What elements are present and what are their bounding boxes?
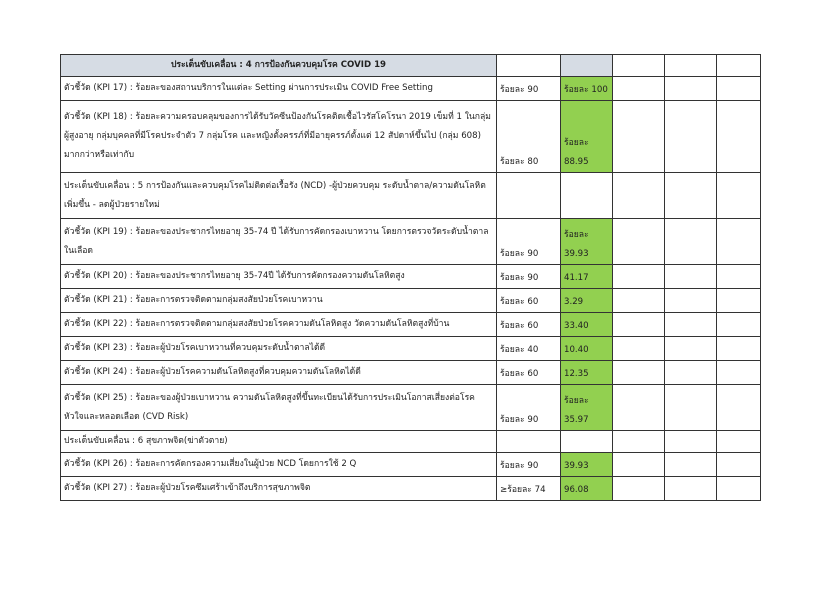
empty-cell: [717, 77, 761, 101]
kpi-target: ร้อยละ 90: [497, 219, 561, 265]
kpi-row: [61, 453, 761, 477]
empty-cell: [613, 77, 665, 101]
kpi-result-line: ร้อยละ: [564, 230, 589, 240]
empty-cell: [613, 101, 665, 173]
empty-cell: [665, 313, 717, 337]
kpi-row: [61, 77, 761, 101]
kpi-result: [561, 101, 613, 173]
empty-cell: [613, 453, 665, 477]
empty-cell: [717, 101, 761, 173]
kpi-description: ตัวชี้วัด (KPI 21) : ร้อยละการตรวจติดตามกลุ่มสงสัยป่วยโรคเบาหวาน: [61, 289, 497, 313]
kpi-description: ตัวชี้วัด (KPI 23) : ร้อยละผู้ป่วยโรคเบาหวานที่ควบคุมระดับน้ำตาลได้ดี: [61, 337, 497, 361]
empty-cell: [613, 477, 665, 501]
kpi-description: ตัวชี้วัด (KPI 25) : ร้อยละของผู้ป่วยเบาหวาน ความดันโลหิตสูงที่ขึ้นทะเบียนได้รับการประเมินโอกาสเสี่ยงต่อโรคหัวใจและหลอดเลือด (CVD Risk): [61, 385, 497, 431]
kpi-result: [561, 289, 613, 313]
empty-cell: [613, 431, 665, 453]
kpi-description: ตัวชี้วัด (KPI 20) : ร้อยละของประชากรไทยอายุ 35-74ปี ได้รับการคัดกรองความดันโลหิตสูง: [61, 265, 497, 289]
empty-cell: [613, 265, 665, 289]
empty-cell: [717, 265, 761, 289]
kpi-target: ร้อยละ 90: [497, 385, 561, 431]
kpi-target: ร้อยละ 90: [497, 453, 561, 477]
section-title: ประเด็นขับเคลื่อน : 4 การป้องกันควบคุมโรค COVID 19: [61, 55, 497, 77]
header-cell: [613, 55, 665, 77]
empty-cell: [665, 431, 717, 453]
empty-cell: [665, 477, 717, 501]
kpi-result-line: 88.95: [564, 157, 589, 167]
kpi-row: [61, 289, 761, 313]
empty-cell: [717, 431, 761, 453]
empty-cell: [717, 173, 761, 219]
kpi-target: ร้อยละ 90: [497, 77, 561, 101]
kpi-row: [61, 477, 761, 501]
kpi-result: [561, 431, 613, 453]
kpi-result-line: 3.29: [564, 297, 584, 307]
kpi-result: [561, 173, 613, 219]
header-cell: [665, 55, 717, 77]
kpi-target: ร้อยละ 60: [497, 313, 561, 337]
empty-cell: [665, 361, 717, 385]
kpi-description: ตัวชี้วัด (KPI 27) : ร้อยละผู้ป่วยโรคซึมเศร้าเข้าถึงบริการสุขภาพจิต: [61, 477, 497, 501]
kpi-result: [561, 477, 613, 501]
empty-cell: [665, 77, 717, 101]
kpi-table: [60, 54, 761, 501]
header-cell: [717, 55, 761, 77]
kpi-result-line: 10.40: [564, 345, 589, 355]
kpi-result-line: 39.93: [564, 461, 589, 471]
header-cell: [561, 55, 613, 77]
empty-cell: [613, 385, 665, 431]
empty-cell: [717, 219, 761, 265]
kpi-result-line: ร้อยละ: [564, 138, 589, 148]
kpi-target: ร้อยละ 60: [497, 289, 561, 313]
empty-cell: [613, 313, 665, 337]
empty-cell: [665, 265, 717, 289]
empty-cell: [613, 219, 665, 265]
kpi-result-line: 96.08: [564, 485, 589, 495]
kpi-result-line: ร้อยละ: [564, 396, 589, 406]
empty-cell: [665, 219, 717, 265]
kpi-result: [561, 77, 613, 101]
kpi-target: ร้อยละ 80: [497, 101, 561, 173]
kpi-result: [561, 265, 613, 289]
kpi-description: ตัวชี้วัด (KPI 24) : ร้อยละผู้ป่วยโรคความดันโลหิตสูงที่ควบคุมความดันโลหิตได้ดี: [61, 361, 497, 385]
section-row: [61, 173, 761, 219]
kpi-result-line: ร้อยละ 100: [564, 85, 608, 95]
empty-cell: [717, 313, 761, 337]
kpi-result: [561, 337, 613, 361]
section-heading: ประเด็นขับเคลื่อน : 6 สุขภาพจิต(ฆ่าตัวตาย): [61, 431, 497, 453]
kpi-target: [497, 431, 561, 453]
empty-cell: [665, 173, 717, 219]
kpi-row: [61, 219, 761, 265]
kpi-target: ร้อยละ 40: [497, 337, 561, 361]
empty-cell: [717, 361, 761, 385]
empty-cell: [665, 289, 717, 313]
empty-cell: [717, 337, 761, 361]
empty-cell: [613, 173, 665, 219]
empty-cell: [717, 477, 761, 501]
empty-cell: [665, 453, 717, 477]
empty-cell: [613, 289, 665, 313]
kpi-target: ร้อยละ 60: [497, 361, 561, 385]
empty-cell: [665, 337, 717, 361]
empty-cell: [665, 101, 717, 173]
kpi-description: ตัวชี้วัด (KPI 26) : ร้อยละการคัดกรองความเสี่ยงในผู้ป่วย NCD โดยการใช้ 2 Q: [61, 453, 497, 477]
kpi-description: ตัวชี้วัด (KPI 19) : ร้อยละของประชากรไทยอายุ 35-74 ปี ได้รับการคัดกรองเบาหวาน โดยการตรวจวัดระดับน้ำตาลในเลือด: [61, 219, 497, 265]
kpi-result-line: 35.97: [564, 415, 589, 425]
kpi-description: ตัวชี้วัด (KPI 17) : ร้อยละของสถานบริการในแต่ละ Setting ผ่านการประเมิน COVID Free Setting: [61, 77, 497, 101]
section-row: [61, 431, 761, 453]
kpi-row: [61, 385, 761, 431]
kpi-result-line: 41.17: [564, 273, 589, 283]
kpi-row: [61, 361, 761, 385]
section-heading: ประเด็นขับเคลื่อน : 5 การป้องกันและควบคุมโรคไม่ติดต่อเรื้อรัง (NCD) -ผู้ป่วยควบคุม ระดับน้ำตาล/ความดันโลหิต เพิ่มขึ้น - ลดผู้ป่วยรายใหม่: [61, 173, 497, 219]
empty-cell: [717, 453, 761, 477]
kpi-result: [561, 313, 613, 337]
empty-cell: [717, 385, 761, 431]
header-cell: [497, 55, 561, 77]
kpi-result: [561, 453, 613, 477]
kpi-result: [561, 385, 613, 431]
kpi-target: ร้อยละ 90: [497, 265, 561, 289]
header-row: [61, 55, 761, 77]
kpi-row: [61, 313, 761, 337]
kpi-row: [61, 101, 761, 173]
kpi-target: [497, 173, 561, 219]
kpi-result-line: 12.35: [564, 369, 589, 379]
kpi-description: ตัวชี้วัด (KPI 22) : ร้อยละการตรวจติดตามกลุ่มสงสัยป่วยโรคความดันโลหิตสูง วัดความดันโลหิตสูงที่บ้าน: [61, 313, 497, 337]
kpi-result: [561, 361, 613, 385]
kpi-result: [561, 219, 613, 265]
kpi-result-line: 33.40: [564, 321, 589, 331]
kpi-row: [61, 265, 761, 289]
kpi-description: ตัวชี้วัด (KPI 18) : ร้อยละความครอบคลุมของการได้รับวัคซีนป้องกันโรคติดเชื้อไวรัสโคโรนา 2019 เข็มที่ 1 ในกลุ่มผู้สูงอายุ กลุ่มบุคคลที่มีโรคประจำตัว 7 กลุ่มโรค และหญิงตั้งครรภ์ที่มีอายุครรภ์ตั้งแต่ 12 สัปดาห์ขึ้นไป (กลุ่ม 608) มากกว่าหรือเท่ากับ: [61, 101, 497, 173]
kpi-target: ≥ร้อยละ 74: [497, 477, 561, 501]
kpi-row: [61, 337, 761, 361]
empty-cell: [717, 289, 761, 313]
empty-cell: [613, 337, 665, 361]
empty-cell: [613, 361, 665, 385]
kpi-result-line: 39.93: [564, 249, 589, 259]
empty-cell: [665, 385, 717, 431]
